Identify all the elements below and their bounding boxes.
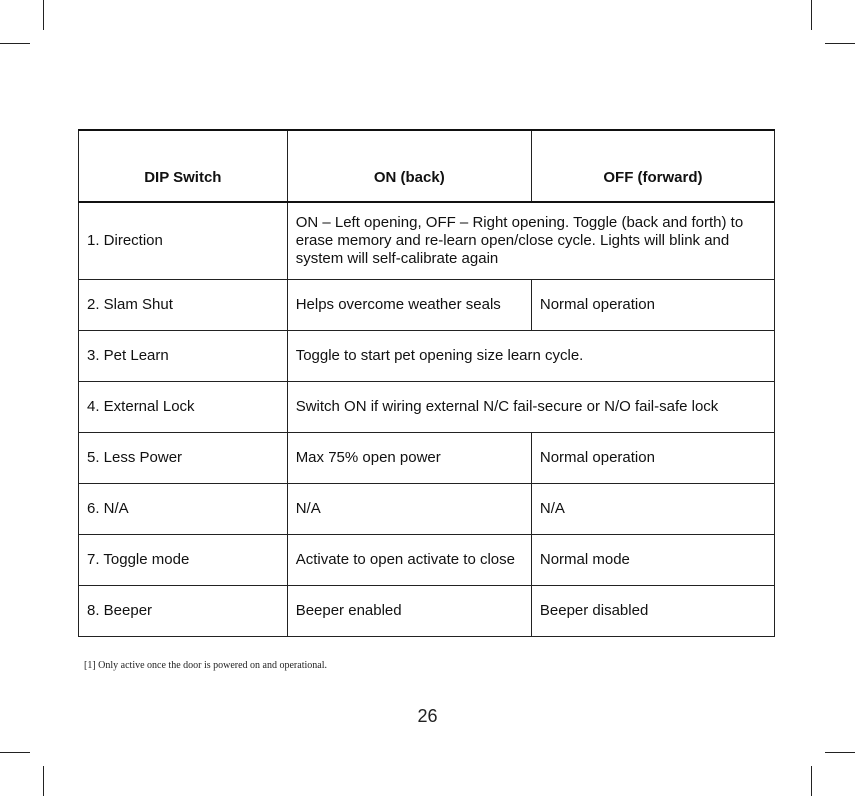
dip-switch-table	[78, 129, 775, 637]
footnote: [1] Only active once the door is powered on and operational.	[84, 660, 327, 671]
off-value: Normal operation	[531, 433, 774, 484]
table-row	[79, 586, 775, 637]
switch-label: 6. N/A	[79, 484, 288, 535]
switch-label: 3. Pet Learn	[79, 331, 288, 382]
header-on-back: ON (back)	[287, 130, 531, 202]
crop-mark	[43, 0, 44, 30]
crop-mark	[43, 766, 44, 796]
crop-mark	[0, 752, 30, 753]
table-row	[79, 202, 775, 280]
on-value: Activate to open activate to close	[287, 535, 531, 586]
table-row	[79, 484, 775, 535]
table-row	[79, 535, 775, 586]
table-row	[79, 280, 775, 331]
switch-label: 2. Slam Shut	[79, 280, 288, 331]
switch-label: 5. Less Power	[79, 433, 288, 484]
table-row	[79, 382, 775, 433]
table-row	[79, 331, 775, 382]
crop-mark	[825, 43, 855, 44]
on-value: Helps overcome weather seals	[287, 280, 531, 331]
merged-description: Toggle to start pet opening size learn cycle.	[287, 331, 774, 382]
crop-mark	[811, 766, 812, 796]
switch-label: 1. Direction	[79, 202, 288, 280]
off-value: Beeper disabled	[531, 586, 774, 637]
on-value: N/A	[287, 484, 531, 535]
on-value: Max 75% open power	[287, 433, 531, 484]
table-header-row	[79, 130, 775, 202]
page-number: 26	[417, 706, 438, 726]
header-off-forward: OFF (forward)	[531, 130, 774, 202]
off-value: N/A	[531, 484, 774, 535]
on-value: Beeper enabled	[287, 586, 531, 637]
switch-label: 7. Toggle mode	[79, 535, 288, 586]
crop-mark	[825, 752, 855, 753]
crop-mark	[0, 43, 30, 44]
merged-description: ON – Left opening, OFF – Right opening. Toggle (back and forth) to erase memory and re-learn open/close cycle. Lights will blink and system will self-calibrate again	[287, 202, 774, 280]
off-value: Normal mode	[531, 535, 774, 586]
header-dip-switch: DIP Switch	[79, 130, 288, 202]
table-row	[79, 433, 775, 484]
crop-mark	[811, 0, 812, 30]
merged-description: Switch ON if wiring external N/C fail-secure or N/O fail-safe lock	[287, 382, 774, 433]
switch-label: 8. Beeper	[79, 586, 288, 637]
off-value: Normal operation	[531, 280, 774, 331]
switch-label: 4. External Lock	[79, 382, 288, 433]
